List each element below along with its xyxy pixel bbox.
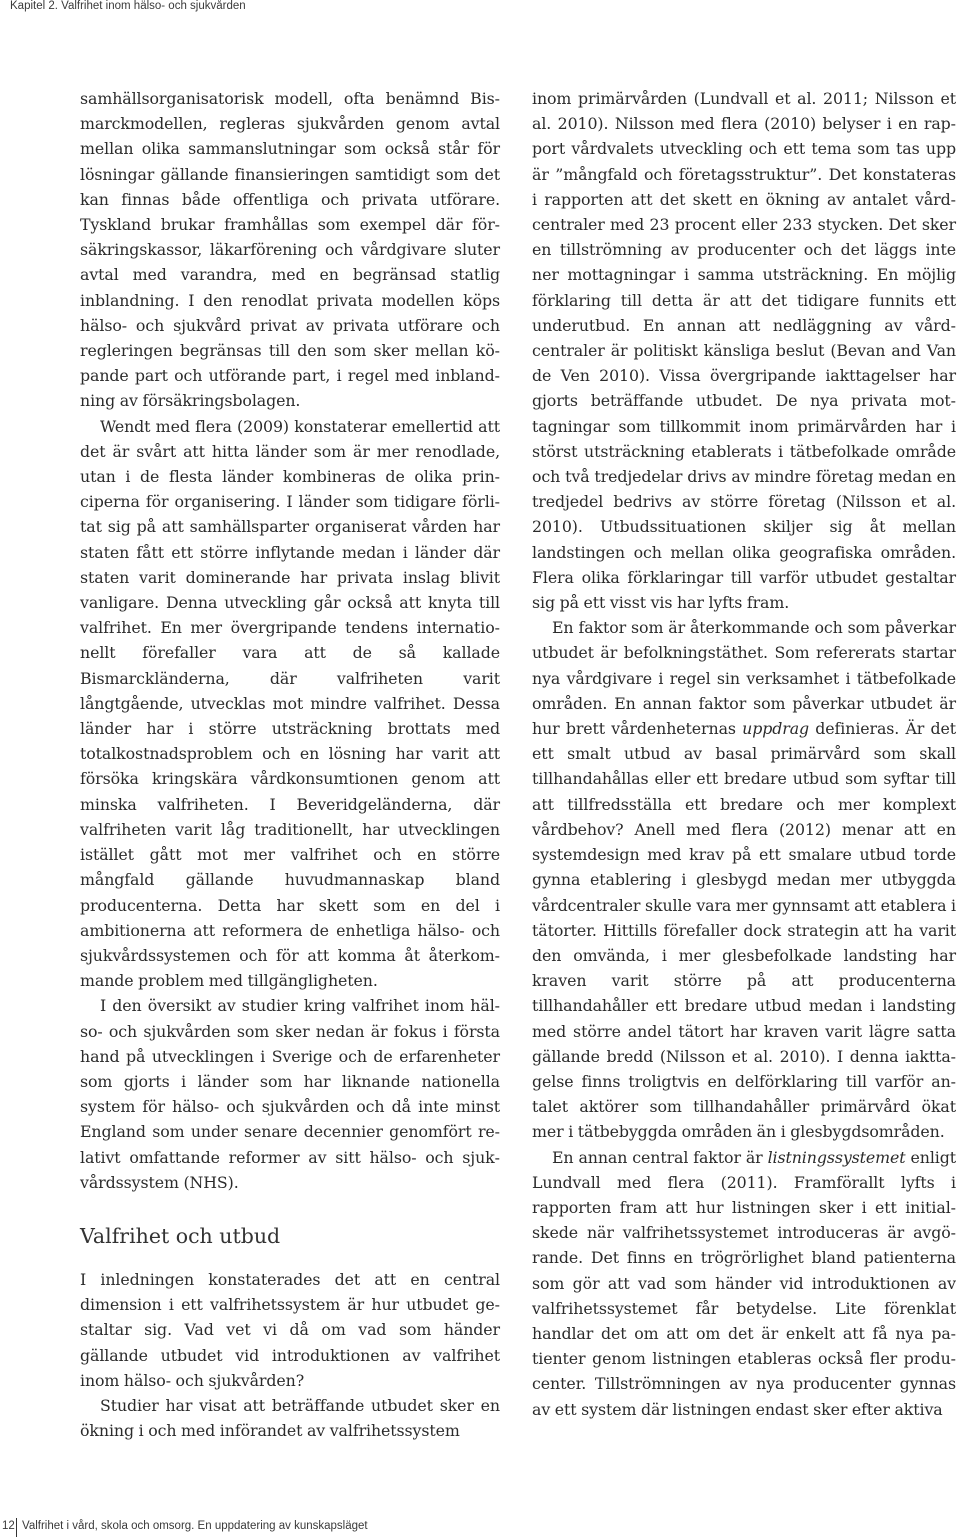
running-head: Kapitel 2. Valfrihet inom hälso- och sjukvården [10,0,246,12]
paragraph [532,615,956,1144]
paragraph: I den översikt av studier kring valfrihet inom hälso- och sjukvården som sker nedan är fokus i första hand på utvecklingen i Sverige och de erfarenheter som gjorts i länder som har liknande nationella system för hälso- och sjukvården och då inte minst England som under senare decennier genomfört relativt omfattande reformer av sitt hälso- och sjukvårdssystem (NHS). [80,996,500,1192]
emphasis: uppdrag [742,719,810,739]
page-footer [0,1518,960,1537]
text-run: definieras. Är det ett smalt utbud av basal primärvård som skall tillhandahållas eller ett bredare utbud som syftar till att tillfredsställa ett bredare och mer komplext vårdbehov? Anell med flera (2012) menar att en systemdesign med krav på ett smalare utbud torde gynna etablering i glesbygd medan mer utbyggda vårdcentraler skulle vara mer gynnsamt att etablera i tätorter. Hittills förefaller dock strategin att ha varit den omvända, i mer glesbefolkade landsting har kraven varit större på att producenterna tillhandahåller ett bredare utbud medan i landsting med större andel tätort har kraven varit lägre satta gällande bredd (Nilsson et al. 2010). I denna iakttagelse finns troligtvis en delförklaring till varför antalet aktörer som tillhandahåller primärvård ökat mer i tätbebyggda områden än i glesbygdsområden. [532,719,956,1142]
right-column [532,86,956,1422]
paragraph: inom primärvården (Lundvall et al. 2011; Nilsson et al. 2010). Nilsson med flera (2010) belyser i en rapport vårdvalets utveckling och ett tema som tas upp är ”mångfald och företagsstruktur”. Det konstateras i rapporten att det skett en ökning av antalet vårdcentraler med 23 procent eller 233 stycken. Det sker en tillströmning av producenter och det läggs inte ner mottagningar i samma utsträckning. En möjlig förklaring till detta är att det tidigare funnits ett underutbud. En annan att nedläggning av vårdcentraler är politiskt känsliga beslut (Bevan and Van de Ven 2010). Vissa övergripande iakttagelser har gjorts beträffande utbudet. De nya privata mottagningar som tillkommit inom primärvården har i störst utsträckning etablerats i tätbefolkade område och två tredjedelar drivs av mindre företag medan en tredjedel bedrivs av större företag (Nilsson et al. 2010). Utbudssituationen skiljer sig åt mellan landstingen och mellan olika geografiska områden. Flera olika förklaringar till varför utbudet gestaltar sig på ett visst vis har lyfts fram. [532,89,956,613]
paragraph: I inledningen konstaterades det att en central dimension i ett valfrihetssystem är hur utbudet gestaltar sig. Vad vet vi då om vad som händer gällande utbudet vid introduktionen av valfrihet inom hälso- och sjukvården? [80,1269,500,1390]
paragraph: Studier har visat att beträffande utbudet sker en ökning i och med införandet av valfrihetssystem [80,1395,500,1441]
paragraph: samhällsorganisatorisk modell, ofta benämnd Bismarckmodellen, regleras sjukvården genom avtal mellan olika sammanslutningar som också står för lösningar gällande finansieringen samtidigt som det kan finnas både offentliga och privata utförare. Tyskland brukar framhållas som exempel där försäkringskassor, läkarförening och vårdgivare sluter avtal med varandra, med en begränsad statlig inblandning. I den renodlat privata modellen köps hälso- och sjukvård privat av privata utförare och regleringen begränsas till den som sker mellan köpande part och utförande part, i regel med inblandning av försäkringsbolagen. [80,89,500,411]
text-run: En annan central faktor är [552,1147,768,1167]
paragraph [532,1145,956,1422]
paragraph: Wendt med flera (2009) konstaterar emellertid att det är svårt att hitta länder som är mer renodlade, utan i de flesta länder kombineras de olika principerna för organisering. I länder som tidigare förlitat sig på att samhällsparter organiserat vården har staten fått ett större inflytande medan i länder där staten varit dominerande har privata inslag blivit vanligare. Denna utveckling går också att knyta till valfrihet. En mer övergripande tendens internationellt förefaller vara att de så kallade Bismarckländerna, där valfriheten varit långtgående, utvecklas mot mindre valfrihet. Dessa länder har i större utsträckning brottats med totalkostnadsproblem och en lösning har varit att försöka kringskära vårdkonsumtionen genom att minska valfriheten. I Beveridgeländerna, där valfriheten varit låg traditionellt, har utvecklingen istället gått mot mer valfrihet och en större mångfald gällande huvudmannaskap bland producenterna. Detta har skett som en del i ambitionerna att reformera de enhetliga hälso- och sjukvårdssystemen och för att komma åt återkommande problem med tillgängligheten. [80,416,500,991]
left-column [80,86,500,1443]
emphasis: listningssystemet [767,1147,906,1167]
footer-divider [16,1518,17,1537]
text-run: enligt Lundvall med flera (2011). Framförallt lyfts i rapporten fram att hur listningen sker i ett initialskede när valfrihetssystemet introduceras är avgörande. Det finns en trögrörlighet bland patienterna som gör att vad som händer vid introduktionen av valfrihetssystemet får betydelse. Lite förenklat handlar det om att om det är enkelt att få nya patienter genom listningen etableras också fler producenter. Tillströmningen av nya producenter gynnas av ett system där listningen endast sker efter aktiva [532,1147,956,1419]
section-heading: Valfrihet och utbud [80,1223,281,1248]
page-number: 12 [2,1520,15,1532]
text-run: En faktor som är återkommande och som påverkar utbudet är befolkningstäthet. Som refererats startar nya vårdgivare i regel sin verksamhet i tätbefolkade områden. En annan faktor som påverkar utbudet är hur brett vårdenheternas [532,618,956,739]
publication-title: Valfrihet i vård, skola och omsorg. En uppdatering av kunskapsläget [22,1520,368,1532]
